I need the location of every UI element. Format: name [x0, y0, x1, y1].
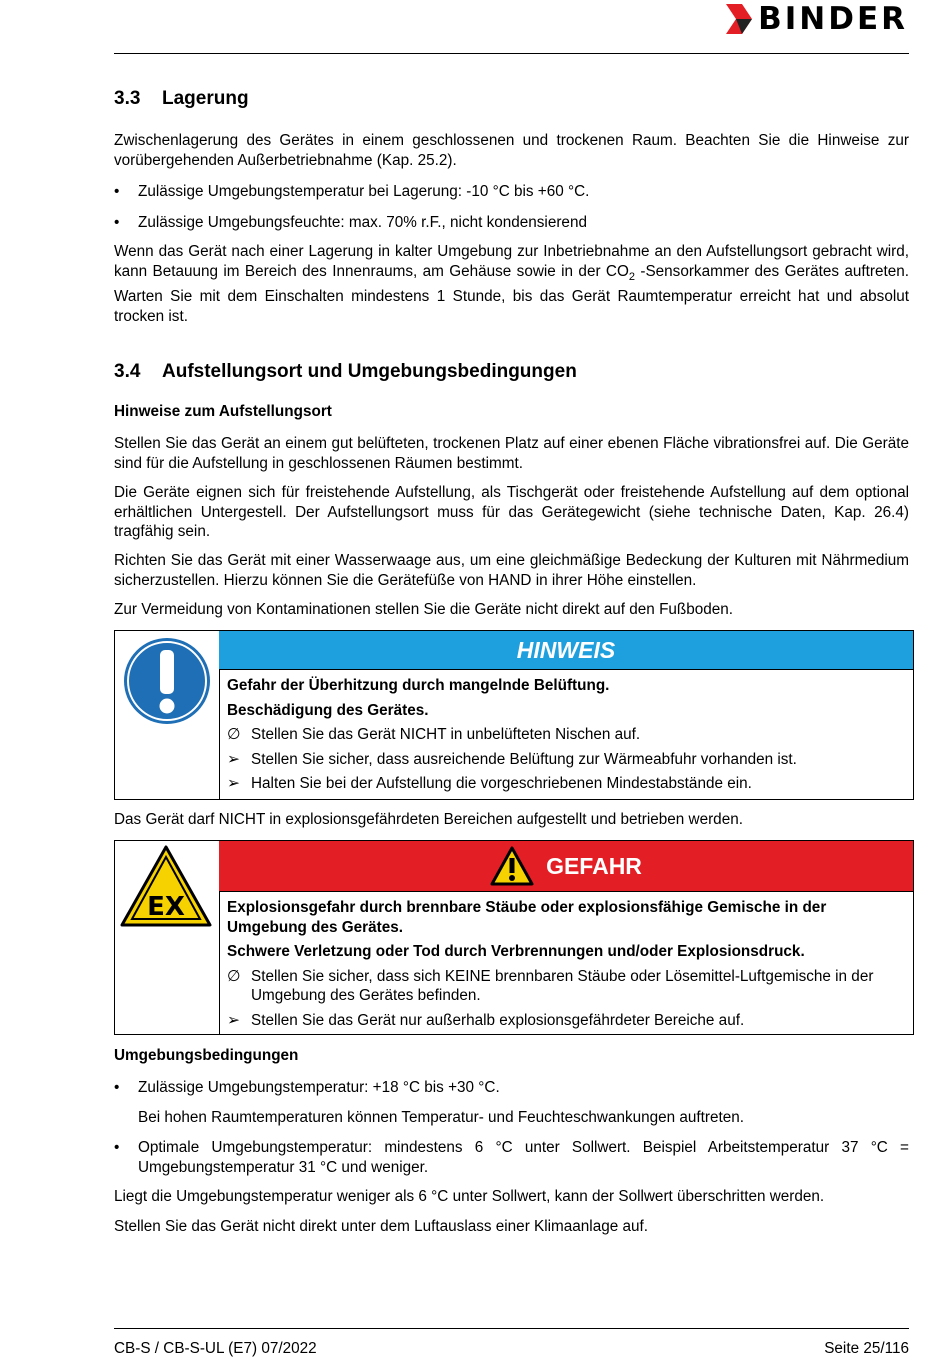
exclamation-icon — [122, 636, 212, 726]
notice-box — [114, 630, 914, 800]
paragraph: Die Geräte eignen sich für freistehende Aufstellung, als Tischgerät oder freistehende Aufstellung auf dem optional erhältlichen Untergestell. Der Aufstellungsort muss für das Gerätegewicht (siehe technische Daten, Kap. 26.4) tragfähig sein. — [114, 484, 909, 540]
section-heading-3-3: 3.3 Lagerung — [114, 88, 249, 109]
footer-rule — [114, 1328, 909, 1329]
paragraph: Liegt die Umgebungstemperatur weniger als 6 °C unter Sollwert, kann der Sollwert überschritten werden. — [114, 1188, 825, 1205]
brand-name: BINDER — [758, 1, 908, 37]
danger-item: ∅ Stellen Sie sicher, dass sich KEINE brennbaren Stäube oder Lösemittel-Luftgemische in der Umgebung des Gerätes befinden. — [227, 967, 874, 1004]
paragraph: Wenn das Gerät nach einer Lagerung in kalter Umgebung zur Inbetriebnahme an den Aufstellungsort gebracht wird, kann Betauung im Bereich des Innenraums, am Gehäuse sowie in der $CO_2$ -Sensorkammer des Gerätes auftreten. Warten Sie mit dem Einschalten mindestens 1 Stunde, bis das Gerät Raumtemperatur erreicht hat und absolut trocken ist. — [114, 243, 909, 325]
footer-page-number: Seite 25/116 — [824, 1340, 909, 1357]
paragraph: Stellen Sie das Gerät an einem gut belüfteten, trockenen Platz auf einer ebenen Fläche vibrationsfrei auf. Die Geräte sind für die Aufstellung in geschlossenen Räumen bestimmt. — [114, 435, 909, 472]
notice-banner: HINWEIS — [219, 631, 913, 670]
paragraph: Zur Vermeidung von Kontaminationen stellen Sie die Geräte nicht direkt auf den Fußboden. — [114, 601, 734, 618]
arrow-bullet-icon: ➢ — [227, 1011, 240, 1029]
footer-doc-id: CB-S / CB-S-UL (E7) 07/2022 — [114, 1340, 317, 1357]
subheading: Hinweise zum Aufstellungsort — [114, 403, 332, 420]
notice-item: ➢ Stellen Sie sicher, dass ausreichende Belüftung zur Wärmeabfuhr vorhanden ist. — [227, 750, 797, 768]
danger-banner: GEFAHR — [219, 841, 913, 892]
section-heading-3-4: 3.4 Aufstellungsort und Umgebungsbedingungen — [114, 361, 577, 382]
binder-logo-icon — [726, 4, 752, 34]
danger-title: Explosionsgefahr durch brennbare Stäube oder explosionsfähige Gemische in der Umgebung des Gerätes. — [227, 899, 827, 936]
brand-logo — [726, 2, 908, 36]
list-item-note: Bei hohen Raumtemperaturen können Temperatur- und Feuchteschwankungen auftreten. — [138, 1109, 745, 1126]
paragraph: Richten Sie das Gerät mit einer Wasserwaage aus, um eine gleichmäßige Bedeckung der Kulturen mit Nährmedium sicherzustellen. Hierzu können Sie die Gerätefüße von HAND in ihrer Höhe einstellen. — [114, 552, 909, 589]
notice-subtitle: Beschädigung des Gerätes. — [227, 701, 429, 719]
paragraph: Das Gerät darf NICHT in explosionsgefährdeten Bereichen aufgestellt und betrieben werden. — [114, 811, 743, 828]
prohibited-icon: ∅ — [227, 967, 241, 985]
paragraph: Zwischenlagerung des Gerätes in einem geschlossenen und trockenen Raum. Beachten Sie die Hinweise zur vorübergehenden Außerbetriebnahme (Kap. 25.2). — [114, 132, 909, 169]
warning-triangle-icon — [490, 846, 534, 886]
header-rule — [114, 53, 909, 54]
danger-subtitle: Schwere Verletzung oder Tod durch Verbrennungen und/oder Explosionsdruck. — [227, 943, 805, 960]
explosion-hazard-icon — [120, 845, 212, 929]
arrow-bullet-icon: ➢ — [227, 775, 240, 792]
prohibited-icon: ∅ — [227, 726, 241, 743]
notice-item: ➢ Halten Sie bei der Aufstellung die vorgeschriebenen Mindestabstände ein. — [227, 775, 752, 792]
notice-item: ∅ Stellen Sie das Gerät NICHT in unbelüfteten Nischen auf. — [227, 726, 641, 743]
danger-item: ➢ Stellen Sie das Gerät nur außerhalb explosionsgefährdeter Bereiche auf. — [227, 1011, 745, 1029]
subheading: Umgebungsbedingungen — [114, 1047, 299, 1064]
danger-box — [114, 840, 914, 1035]
paragraph: Stellen Sie das Gerät nicht direkt unter dem Luftauslass einer Klimaanlage auf. — [114, 1218, 648, 1235]
notice-title: Gefahr der Überhitzung durch mangelnde Belüftung. — [227, 677, 610, 694]
svg-text:EX: EX — [147, 892, 185, 922]
arrow-bullet-icon: ➢ — [227, 750, 240, 768]
